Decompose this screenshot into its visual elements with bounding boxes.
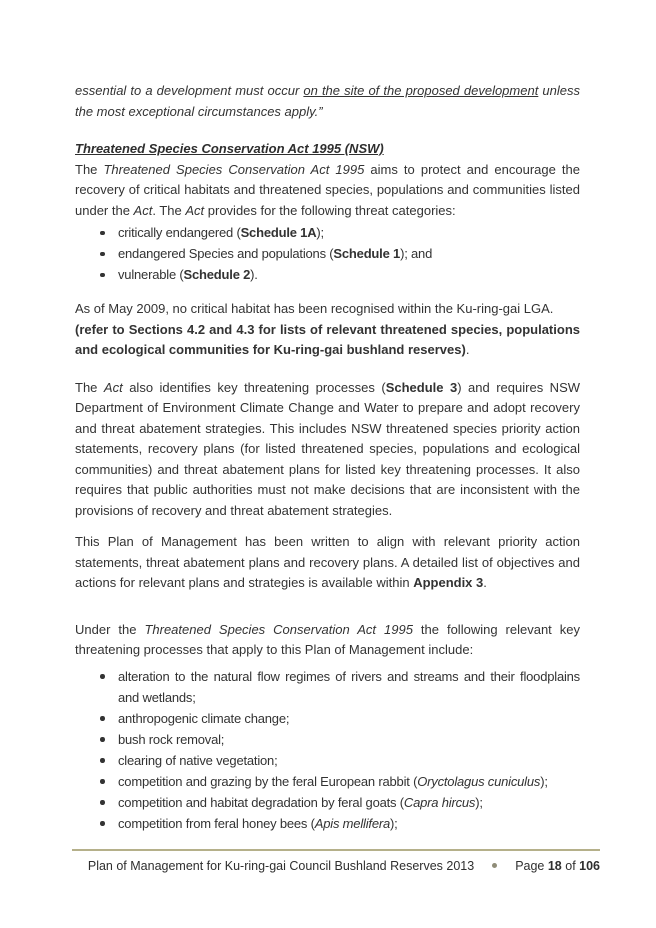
footer-rule <box>72 849 600 851</box>
page-footer <box>0 849 656 873</box>
paragraph-plan-alignment: This Plan of Management has been written to align with relevant priority action statements, threat abatement plans and recovery plans. A detailed list of objectives and actions for relevant plans and strategies is available within Appendix 3. <box>75 534 580 590</box>
list-item: endangered Species and populations (Schedule 1); and <box>118 243 580 264</box>
footer-text-row <box>72 859 600 873</box>
list-item: competition and habitat degradation by feral goats (Capra hircus); <box>118 792 580 813</box>
list-item: competition and grazing by the feral European rabbit (Oryctolagus cuniculus); <box>118 771 580 792</box>
list-item: alteration to the natural flow regimes of rivers and streams and their floodplains and wetlands; <box>118 666 580 708</box>
list-item: clearing of native vegetation; <box>118 750 580 771</box>
page-label: Page <box>515 858 548 873</box>
quoted-text: essential to a development must occur on the site of the proposed development unless the most exceptional circumstances apply.” <box>75 83 581 119</box>
paragraph-critical-habitat: As of May 2009, no critical habitat has been recognised within the Ku-ring-gai LGA. (refer to Sections 4.2 and 4.3 for lists of relevant threatened species, populations and ecological communities for Ku-ring-gai bushland reserves). <box>75 301 580 357</box>
threat-categories-list <box>75 222 580 285</box>
list-item: competition from feral honey bees (Apis mellifera); <box>118 813 580 834</box>
footer-title: Plan of Management for Ku-ring-gai Council Bushland Reserves 2013 <box>87 858 475 873</box>
key-threatening-processes-list <box>75 666 580 834</box>
paragraph-key-threatening-processes: The Act also identifies key threatening processes (Schedule 3) and requires NSW Department of Environment Climate Change and Water to prepare and adopt recovery and threat abatement strategies. This includes NSW threatened species priority action statements, recovery plans (for listed threatened species, populations and ecological communities) and threat abatement plans for listed key threatening processes. It also requires that public authorities must not make decisions that are inconsistent with the provisions of recovery and threat abatement strategies. <box>75 379 581 518</box>
page-total: 106 <box>579 858 600 873</box>
list-item: critically endangered (Schedule 1A); <box>118 222 580 243</box>
page-indicator <box>515 859 600 873</box>
separator-dot-icon <box>492 863 497 868</box>
paragraph-ktp-intro: Under the Threatened Species Conservation Act 1995 the following relevant key threatening processes that apply to this Plan of Management include: <box>75 621 580 657</box>
list-item: bush rock removal; <box>118 729 580 750</box>
page-number: 18 <box>547 858 562 873</box>
paragraph-act-intro: The Threatened Species Conservation Act 1995 aims to protect and encourage the recovery of critical habitats and threatened species, populations and communities listed under the Act. The Act provides for the following threat categories: <box>75 161 581 218</box>
page-of-label: of <box>561 858 580 873</box>
list-item: vulnerable (Schedule 2). <box>118 264 580 285</box>
section-heading: Threatened Species Conservation Act 1995 (NSW) <box>75 141 384 156</box>
list-item: anthropogenic climate change; <box>118 708 580 729</box>
